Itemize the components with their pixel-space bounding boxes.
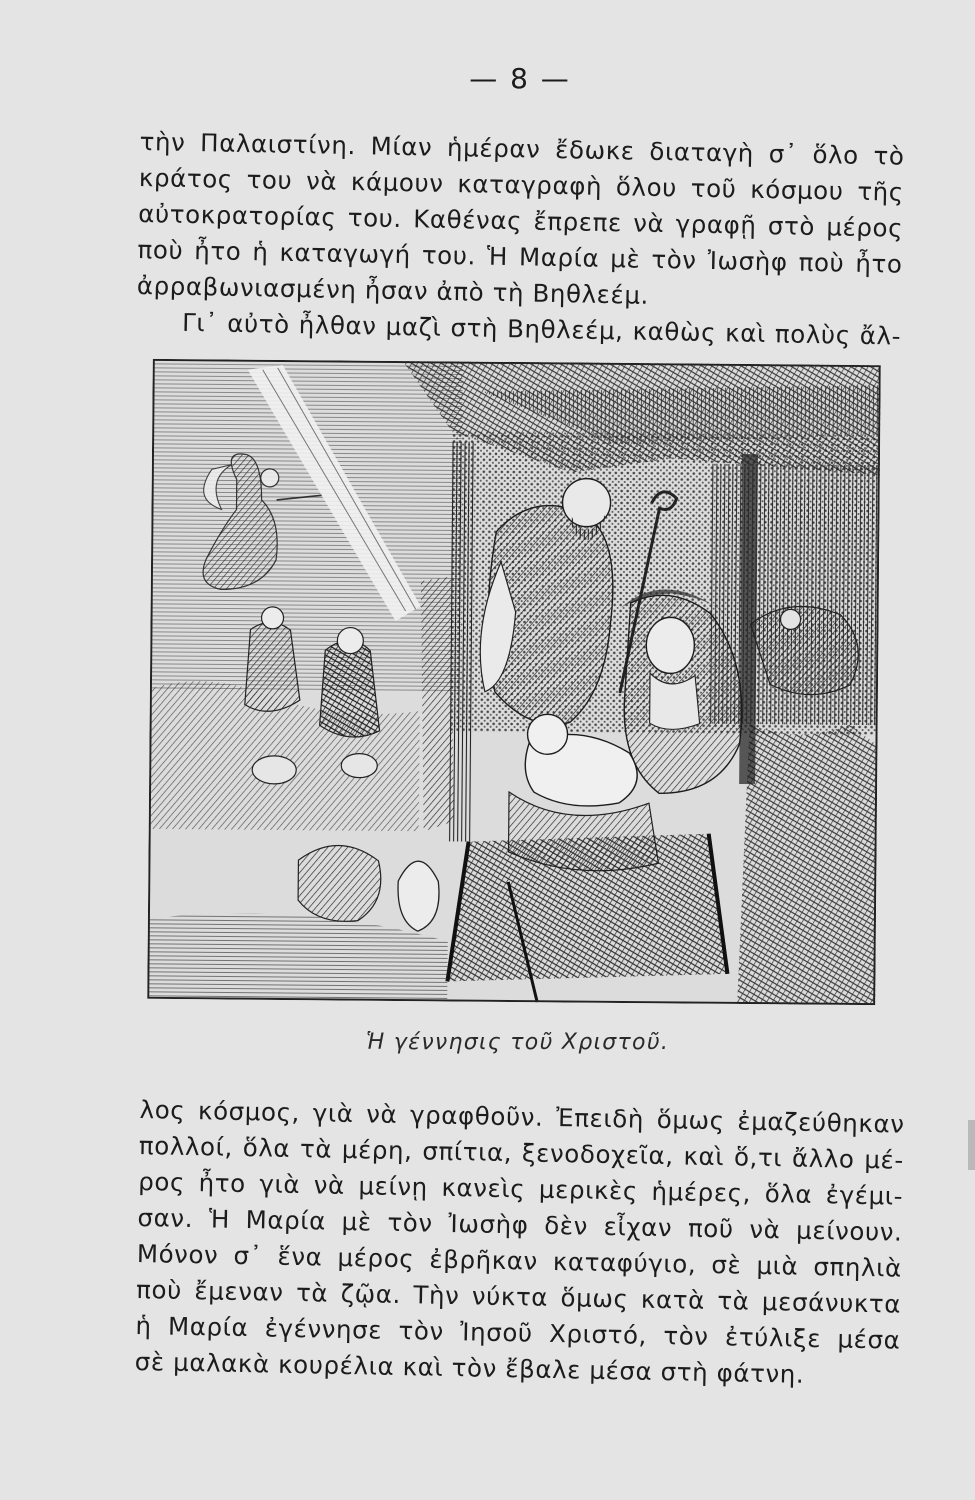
nativity-engraving bbox=[147, 359, 881, 1005]
figure-caption: Ἡ γέννησις τοῦ Χριστοῦ. bbox=[365, 1030, 670, 1055]
text-line: αὐτοκρατορίας του. Καθένας ἔπρεπε νὰ γραφῇ στὸ μέρος bbox=[138, 198, 904, 243]
text-line: ἀρραβωνιασμένη ἦσαν ἀπὸ τὴ Βηθλεέμ. bbox=[136, 270, 650, 310]
text-line: κράτος του νὰ κάμουν καταγραφὴ ὅλου τοῦ κόσμου τῆς bbox=[138, 162, 905, 207]
paragraph-top bbox=[136, 124, 905, 355]
paragraph-bottom bbox=[134, 1092, 904, 1395]
text-line: σαν. Ἡ Μαρία μὲ τὸν Ἰωσὴφ δὲν εἶχαν ποῦ νὰ μείνουν. bbox=[137, 1202, 903, 1247]
text-line: ποὺ ἦτο ἡ καταγωγή του. Ἡ Μαρία μὲ τὸν Ἰωσὴφ ποὺ ἦτο bbox=[137, 234, 903, 279]
text-line: τὴν Παλαιστίνη. Μίαν ἡμέραν ἔδωκε διαταγὴ σ᾽ ὅλο τὸ bbox=[139, 126, 905, 171]
text-line: ποὺ ἔμεναν τὰ ζῷα. Τὴν νύκτα ὅμως κατὰ τὰ μεσάνυκτα bbox=[135, 1274, 902, 1319]
text-line: ρος ἦτο γιὰ νὰ μείνῃ κανεὶς μερικὲς ἡμέρες, ὅλα ἐγέμι- bbox=[138, 1166, 904, 1211]
page-edge-shadow bbox=[968, 1120, 975, 1170]
text-line: Μόνον σ᾽ ἕνα μέρος ἐβρῆκαν καταφύγιο, σὲ μιὰ σπηλιὰ bbox=[136, 1238, 903, 1283]
page-number: — 8 — bbox=[469, 62, 571, 95]
text-line: σὲ μαλακὰ κουρέλια καὶ τὸν ἔβαλε μέσα στὴ φάτνη. bbox=[134, 1346, 805, 1389]
text-line: λος κόσμος, γιὰ νὰ γραφθοῦν. Ἐπειδὴ ὅμως ἐμαζεύθηκαν bbox=[139, 1094, 905, 1139]
text-line: ἡ Μαρία ἐγέννησε τὸν Ἰησοῦ Χριστό, τὸν ἐτύλιξε μέσα bbox=[135, 1310, 901, 1355]
text-line: Γι᾽ αὐτὸ ἦλθαν μαζὶ στὴ Βηθλεέμ, καθὼς καὶ πολὺς ἄλ- bbox=[181, 307, 902, 351]
text-line: πολλοί, ὅλα τὰ μέρη, σπίτια, ξενοδοχεῖα, καὶ ὅ,τι ἄλλο μέ- bbox=[138, 1130, 905, 1175]
